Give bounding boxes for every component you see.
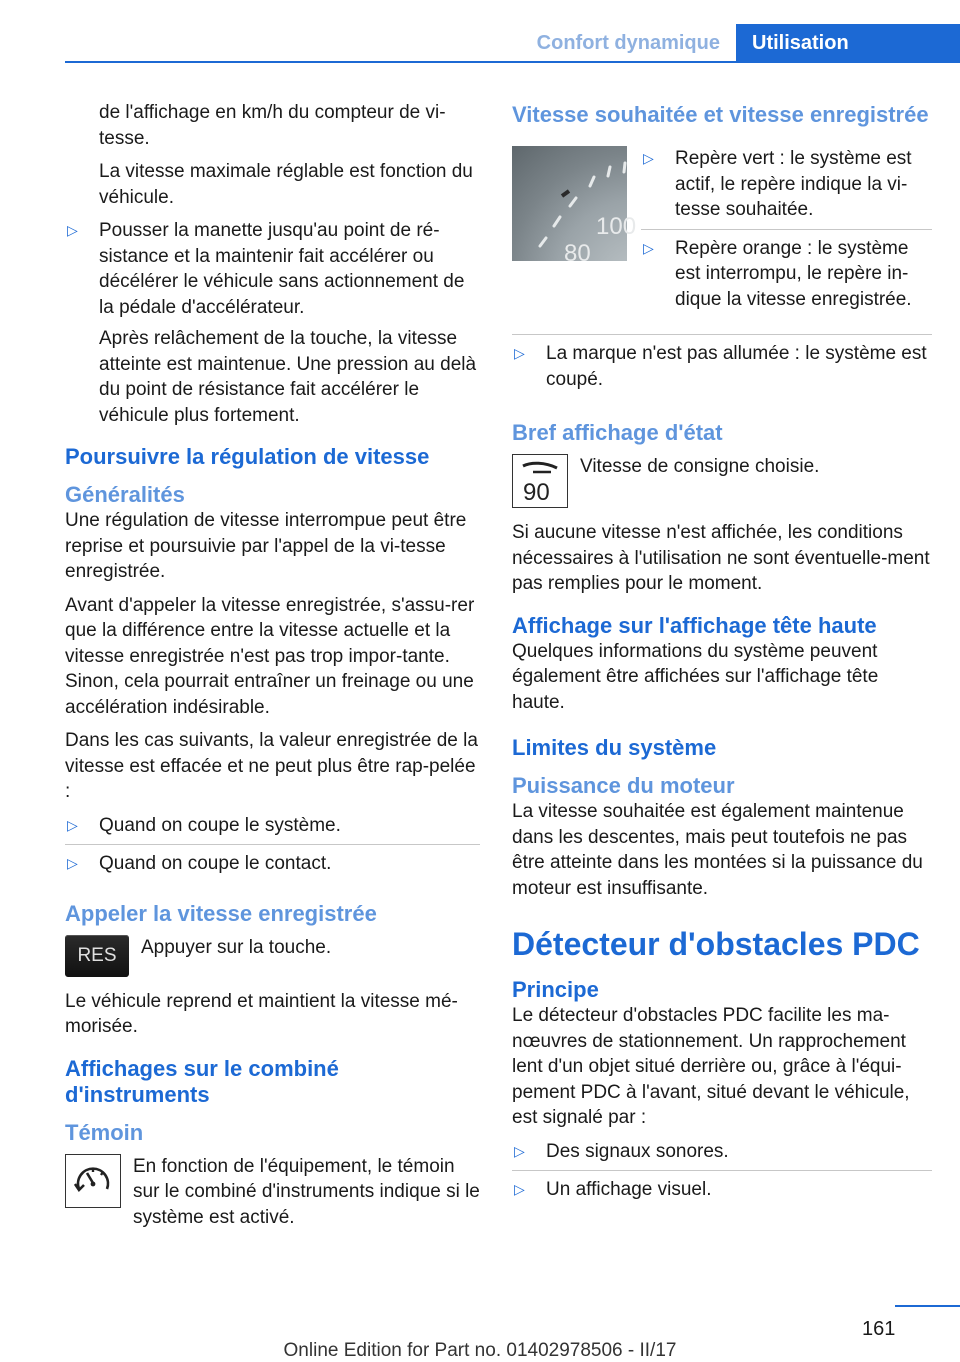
paragraph: La vitesse maximale réglable est fonction du véhicule. xyxy=(99,161,473,208)
triangle-bullet-icon: ▷ xyxy=(514,1181,525,1197)
left-column xyxy=(65,100,480,1242)
right-column xyxy=(512,100,932,1215)
subheading-vitesse: Vitesse souhaitée et vitesse enregistrée xyxy=(512,102,929,127)
list-item: ▷ Repère vert : le système est actif, le repère indique la vi-tesse souhaitée. xyxy=(641,146,932,230)
triangle-bullet-icon: ▷ xyxy=(67,855,78,871)
list-item: ▷ Repère orange : le système est interrompu, le repère in-dique la vitesse enregistrée. xyxy=(643,237,912,310)
list-item: ▷ Un affichage visuel. xyxy=(512,1177,932,1209)
bullet-list xyxy=(512,1139,932,1209)
triangle-bullet-icon: ▷ xyxy=(67,816,78,833)
bullet-list xyxy=(65,813,480,883)
speedometer-image xyxy=(512,146,637,267)
speedo-label-80: 80 xyxy=(564,240,591,267)
heading-pdc: Détecteur d'obstacles PDC xyxy=(512,926,920,962)
subheading-appeler: Appeler la vitesse enregistrée xyxy=(65,900,377,926)
page-header xyxy=(0,0,960,62)
paragraph: Quelques informations du système peuvent également être affichées sur l'affichage tête haute. xyxy=(512,640,879,713)
list-item: ▷ La marque n'est pas allumée : le système est coupé. xyxy=(514,343,927,390)
heading-poursuivre: Poursuivre la régulation de vitesse xyxy=(65,444,430,469)
header-rule xyxy=(65,61,960,63)
cruise-control-indicator-icon xyxy=(65,1154,121,1208)
triangle-bullet-icon: ▷ xyxy=(514,1142,525,1159)
paragraph: Appuyer sur la touche. xyxy=(141,936,332,958)
paragraph: Après relâchement de la touche, la vitesse atteinte est maintenue. Une pression au delà du point de résistance fait accélérer le véhicule plus fortement. xyxy=(99,328,477,426)
list-item: ▷ Des signaux sonores. xyxy=(512,1139,932,1172)
chapter-tab: Utilisation xyxy=(736,24,960,62)
list-item: ▷ Pousser la manette jusqu'au point de ré-sistance et la maintenir fait accélérer ou décélérer le véhicule sans actionnement de la pédale d'accélérateur. xyxy=(67,220,465,318)
res-row xyxy=(65,935,480,977)
paragraph: Vitesse de consigne choisie. xyxy=(580,456,820,477)
subheading-puissance: Puissance du moteur xyxy=(512,773,735,798)
list-item: ▷ Quand on coupe le système. xyxy=(65,813,480,846)
triangle-bullet-icon: ▷ xyxy=(67,222,78,238)
triangle-bullet-icon: ▷ xyxy=(643,239,654,256)
heading-limites: Limites du système xyxy=(512,735,717,760)
edition-text: Online Edition for Part no. 01402978506 - II/17 xyxy=(283,1340,677,1361)
bullet-list xyxy=(512,334,932,392)
temoin-row xyxy=(65,1154,480,1231)
subheading-principe: Principe xyxy=(512,977,599,1002)
paragraph: Dans les cas suivants, la valeur enregistrée de la vitesse est effacée et ne peut plus être rap-pelée : xyxy=(65,730,478,802)
speedo-label-100: 100 xyxy=(596,213,637,240)
triangle-bullet-icon: ▷ xyxy=(514,345,525,361)
heading-affichages: Affichages sur le combiné d'instruments xyxy=(65,1055,339,1107)
subheading-affichage-tete: Affichage sur l'affichage tête haute xyxy=(512,612,877,638)
bullet-list xyxy=(65,218,480,320)
section-tab: Confort dynamique xyxy=(536,32,720,54)
paragraph: La vitesse souhaitée est également maintenue dans les descentes, mais peut toutefois ne pas être atteinte dans les montées si la puissance du moteur est insuffisante. xyxy=(512,801,923,899)
page-number: 161 xyxy=(862,1318,896,1340)
paragraph: Si aucune vitesse n'est affichée, les conditions nécessaires à l'utilisation ne sont éventuelle-ment pas remplies pour le moment. xyxy=(512,522,930,594)
paragraph: En fonction de l'équipement, le témoin sur le combiné d'instruments indique si le système est activé. xyxy=(133,1155,480,1228)
res-button-icon: RES xyxy=(65,935,129,977)
speed-setpoint-icon xyxy=(512,454,568,508)
setpoint-value: 90 xyxy=(523,479,550,506)
paragraph: de l'affichage en km/h du compteur de vi-tesse. xyxy=(99,102,446,149)
bref-row xyxy=(512,454,932,508)
paragraph: Une régulation de vitesse interrompue peut être reprise et poursuivie par l'appel de la vi-tesse enregistrée. xyxy=(65,510,467,582)
paragraph: Le véhicule reprend et maintient la vitesse mé-morisée. xyxy=(65,990,458,1037)
triangle-bullet-icon: ▷ xyxy=(643,150,654,166)
paragraph: Avant d'appeler la vitesse enregistrée, s'assu-rer que la différence entre la vitesse actuelle et la vitesse enregistrée n'est pas trop impor-tante. Sinon, cela pourrait entraîner un freinage ou une accélération indésirable. xyxy=(65,594,475,718)
subheading-temoin: Témoin xyxy=(65,1119,144,1145)
subheading-generalites: Généralités xyxy=(65,482,185,507)
bullet-list xyxy=(641,146,932,324)
list-item: ▷ Quand on coupe le contact. xyxy=(65,851,480,883)
footer-rule xyxy=(895,1305,960,1307)
speedo-row xyxy=(512,146,932,330)
paragraph: Le détecteur d'obstacles PDC facilite les ma-nœuvres de stationnement. Un rapprochement lent d'un objet situé derrière ou, grâce à l'équi-pement PDC à l'avant, situé devant le véhicule, est signalé par : xyxy=(512,1005,910,1128)
subheading-bref: Bref affichage d'état xyxy=(512,420,723,445)
